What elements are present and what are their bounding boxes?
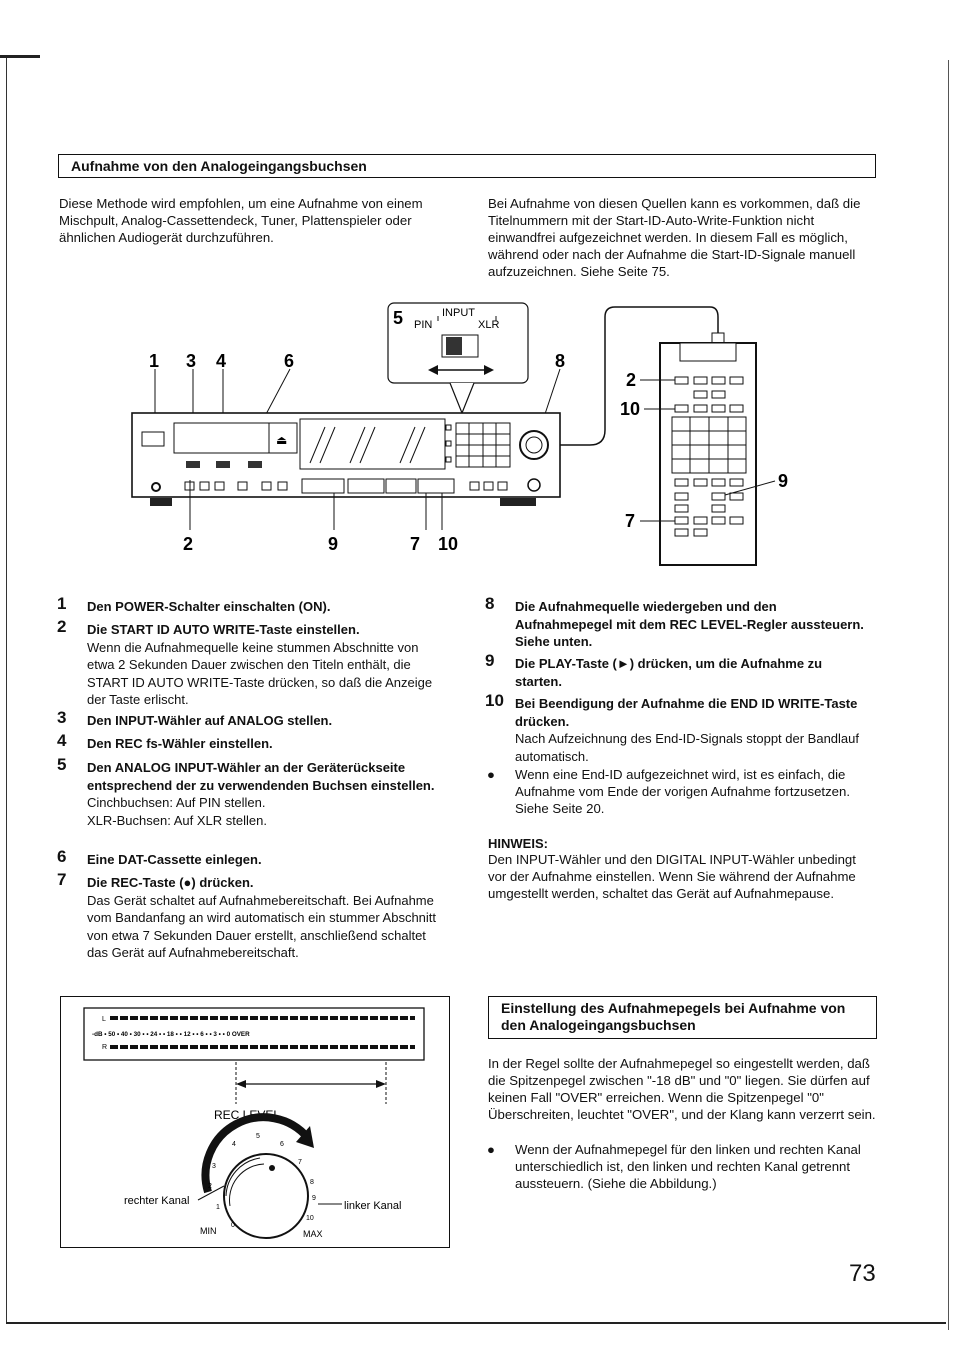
bullet-dot-icon: ● xyxy=(487,1142,495,1157)
bullet-dot-icon: ● xyxy=(487,767,495,782)
svg-text:7: 7 xyxy=(298,1159,302,1166)
step-9: 9 Die PLAY-Taste (►) drücken, um die Aufnahme zu starten. xyxy=(485,651,823,689)
hinweis-body: Den INPUT-Wähler und den DIGITAL INPUT-Wähler unbedingt vor der Aufnahme einstellen. Wenn Sie während der Aufnahme umgestellt werden, schaltet das Gerät auf Aufnahmepause. xyxy=(488,852,856,901)
pin-label: PIN xyxy=(414,319,433,331)
left-edge-line xyxy=(6,58,7,1323)
section1-title: Aufnahme von den Analogeingangsbuchsen xyxy=(71,158,367,174)
level-meter-figure xyxy=(60,996,448,1246)
step-4: 4 Den REC fs-Wähler einstellen. xyxy=(57,731,273,751)
right-edge-line xyxy=(948,60,949,1330)
callout-10: 10 xyxy=(438,534,459,554)
step-2: 2 Die START ID AUTO WRITE-Taste einstellen. Wenn die Aufnahmequelle keine stummen Abschnitte von etwa 2 Sekunden Dauer zwischen den Titeln enthält, die START ID AUTO WRITE-Taste drücken, so daß die Anzeige der Taste erlischt. xyxy=(57,617,433,707)
xlr-label: XLR xyxy=(478,319,500,331)
bullet-end-id: ● Wenn eine End-ID aufgezeichnet wird, ist es einfach, die Aufnahme vom Ende der vorigen Aufnahme fortzusetzen. Siehe Seite 20. xyxy=(487,767,851,816)
step-1: 1 Den POWER-Schalter einschalten (ON). xyxy=(57,594,331,614)
step-10: 10 Bei Beendigung der Aufnahme die END ID WRITE-Taste drücken. Nach Aufzeichnung des End-ID-Signals stoppt der Bandlauf automatisch. xyxy=(485,691,859,764)
bottom-edge-line xyxy=(6,1322,946,1324)
section1-title-box xyxy=(58,154,876,178)
step-3: 3 Den INPUT-Wähler auf ANALOG stellen. xyxy=(57,708,333,728)
hinweis-title: HINWEIS: xyxy=(488,836,548,851)
meter-scale: -dB • 50 • 40 • 30 • • 24 • • 18 • • 12 • • 6 • • 3 • • 0 OVER xyxy=(92,1031,250,1038)
svg-text:⏏: ⏏ xyxy=(276,433,288,447)
step-8: 8 Die Aufnahmequelle wiedergeben und den Aufnahmepegel mit dem REC LEVEL-Regler aussteuern. Siehe unten. xyxy=(485,594,864,649)
callout-5: 5 xyxy=(393,308,404,328)
callout-8: 8 xyxy=(555,351,566,371)
remote-callout-9: 9 xyxy=(778,471,789,491)
callout-7: 7 xyxy=(410,534,421,554)
right-channel-label: rechter Kanal xyxy=(124,1195,190,1207)
min-label: MIN xyxy=(200,1226,217,1236)
section2-title: Einstellung des Aufnahmepegels bei Aufnahme von den Analogeingangsbuchsen xyxy=(501,1000,846,1033)
section2-body: In der Regel sollte der Aufnahmepegel so eingestellt werden, daß die Spitzenpegel zwischen "-18 dB" und "0" liegen. Sie dürfen auf keinen Fall "OVER" erreichen. Wenn die Spitzenpegel "0" Überschreiten, leuchtet "OVER", und der Klang kann verzerrt sein. xyxy=(488,1056,876,1122)
step-7: 7 Die REC-Taste (●) drücken. Das Gerät schaltet auf Aufnahmebereitschaft. Bei Aufnahme vom Bandanfang an wird automatisch ein stummer Abschnitt von etwa 7 Sekunden Dauer erstellt, anschließend schaltet das Gerät auf Aufnahmebereitschaft. xyxy=(57,870,437,960)
section1-intro-right: Bei Aufnahme von diesen Quellen kann es vorkommen, daß die Titelnummern mit der Start-ID-Auto-Write-Funktion nicht einwandfrei aufgezeichnet werden. In diesem Fall es möglich, während oder nach der Aufnahme die Start-ID-Signale manuell aufzuzeichnen. Siehe Seite 75. xyxy=(488,196,861,279)
callout-4: 4 xyxy=(216,351,227,371)
max-label: MAX xyxy=(303,1229,323,1239)
step-6: 6 Eine DAT-Cassette einlegen. xyxy=(57,847,262,867)
hinweis xyxy=(488,836,873,902)
svg-text:1: 1 xyxy=(216,1204,220,1211)
svg-text:8: 8 xyxy=(310,1179,314,1186)
section2-title-box xyxy=(488,996,877,1039)
callout-2: 2 xyxy=(183,534,194,554)
remote-callout-7: 7 xyxy=(625,511,636,531)
meter-r-label: R xyxy=(102,1044,108,1051)
callout-6: 6 xyxy=(284,351,295,371)
top-left-corner-mark xyxy=(0,55,40,58)
callout-9: 9 xyxy=(328,534,339,554)
callout-1: 1 xyxy=(149,351,160,371)
rec-level-dial xyxy=(224,1154,308,1238)
svg-text:10: 10 xyxy=(306,1215,314,1222)
section1-intro-left: Diese Methode wird empfohlen, um eine Aufnahme von einem Mischpult, Analog-Cassettendeck, Tuner, Plattenspieler oder ähnlichen Audiogerät durchzuführen. xyxy=(59,196,423,245)
deck-figure xyxy=(120,295,789,570)
step-5: 5 Den ANALOG INPUT-Wähler an der Geräterückseite entsprechend der zu verwendenden Buchsen einstellen. Cinchbuchsen: Auf PIN stellen. XLR-Buchsen: Auf XLR stellen. xyxy=(57,755,435,828)
svg-text:6: 6 xyxy=(280,1141,284,1148)
svg-text:5: 5 xyxy=(256,1133,260,1140)
remote-callout-10: 10 xyxy=(620,399,641,419)
rec-level-label: REC LEVEL xyxy=(214,1108,281,1122)
svg-text:9: 9 xyxy=(312,1195,316,1202)
meter-l-label: L xyxy=(102,1016,106,1023)
svg-text:3: 3 xyxy=(212,1163,216,1170)
page-number: 73 xyxy=(849,1260,876,1287)
svg-text:4: 4 xyxy=(232,1141,236,1148)
svg-text:2: 2 xyxy=(208,1183,212,1190)
remote-callout-2: 2 xyxy=(626,370,637,390)
section2-bullet: ● Wenn der Aufnahmepegel für den linken und rechten Kanal unterschiedlich ist, den linken und rechten Kanal getrennt aussteuern. (Siehe die Abbildung.) xyxy=(487,1142,861,1191)
callout-3: 3 xyxy=(186,351,197,371)
input-label: INPUT xyxy=(442,307,475,319)
svg-text:0: 0 xyxy=(231,1222,235,1229)
left-channel-label: linker Kanal xyxy=(344,1200,402,1212)
